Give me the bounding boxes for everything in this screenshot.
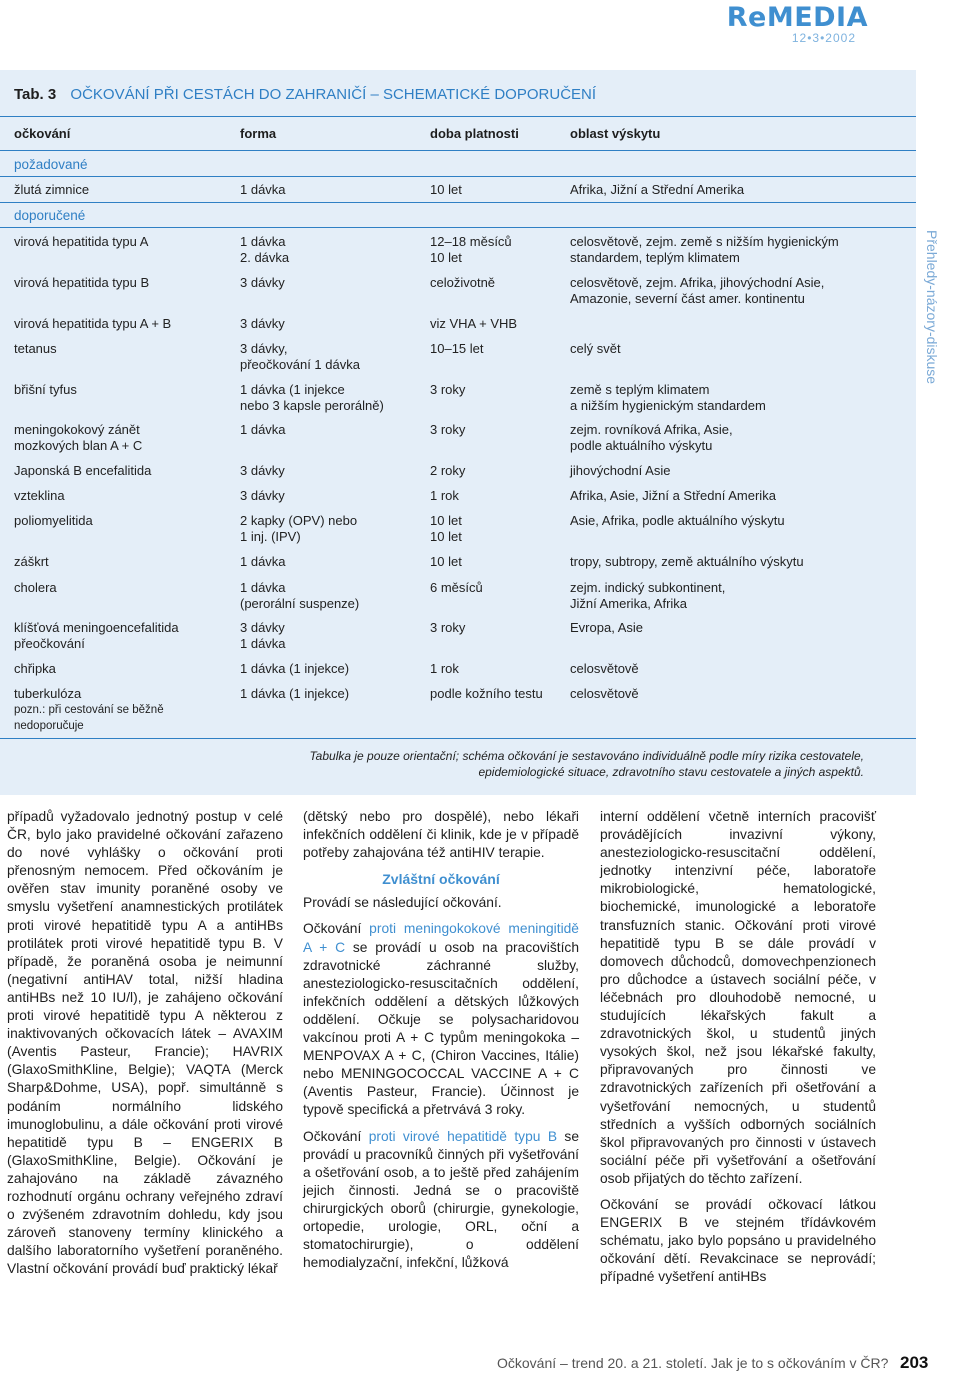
table-cell: vzteklina xyxy=(14,488,65,503)
table-cell: 6 měsíců xyxy=(430,580,483,595)
table-cell: 1 dávka xyxy=(240,182,286,197)
table-cell: Evropa, Asie xyxy=(570,620,643,635)
table-cell: Japonská B encefalitida xyxy=(14,463,152,478)
table-cell: 1 dávka 2. dávka xyxy=(240,234,290,265)
table-cell: tetanus xyxy=(14,341,57,356)
table-title xyxy=(14,86,596,103)
table-cell: 3 roky xyxy=(430,422,466,437)
table-cell: 1 dávka (1 injekce) xyxy=(240,661,350,676)
table-cell: jihovýchodní Asie xyxy=(570,463,671,478)
article-column-3: interní oddělení včetně interních pracovišť provádějících invazivní výkony, anesteziologicko-resuscitační oddělení, jednotky intenzivní péče, laboratoře mikrobiologické, hematologické, biochemické, imunologické a leboratoře transfuzních stanic. Očkování proti virové hepatitidě typu B se dále provádí v domovech důchodců, domovechpenzionech pro důchodce a ústavech sociální péče, v léčebnách pro dlouhodobě nemocné, u studujících lékařských fakult a zdravotnických škol, u studentů jiných vysokých škol, než jsou lékařské fakulty, připravovaných pro činnosti ve zdravotnických zařízeních při ošetřování a vyšetřování nemocných, u studentů středních a vyšších odborných sociálních škol připravovaných pro činnosti v ústavech sociální péče při vyšetřování a ošetřování osob přijatých do těchto zařízení. Očkování se provádí očkovací látkou ENGERIX B ve stejném třídávkovém schématu, jako bylo popsáno u pravidelného očkování dětí. Revakcinace se neprovádí; případné vyšetření antiHBs xyxy=(600,809,877,1285)
column-header-validity: doba platnosti xyxy=(430,126,519,141)
section-rule xyxy=(0,202,916,203)
table-cell: 1 dávka (perorální suspenze) xyxy=(240,580,360,611)
table-cell: zejm. rovníková Afrika, Asie, podle aktuálního výskytu xyxy=(570,422,733,453)
table-cell: 3 dávky 1 dávka xyxy=(240,620,286,651)
column-header-area: oblast výskytu xyxy=(570,126,661,141)
table-cell: 3 dávky xyxy=(240,316,285,331)
table-cell: celosvětově, zejm. země s nižším hygienickým standardem, teplým klimatem xyxy=(570,234,839,265)
section-rule xyxy=(0,227,916,228)
article-column-1: případů vyžadovalo jednotný postup v celé ČR, bylo jako pravidelné očkování zařazeno do nové vyhlášky o očkování proti přenosným nemocem. Před očkováním je ověřen stav imunity poraněné osoby ve smyslu vyšetření anamnestických protilátek proti virové hepatitidě typu A a antiHBs protilátek proti virové hepatitidě typu B. V případě, že poraněná osoba je neimunní (negativní antiHAV total, nižší hladina antiHBs než 10 IU/l), je zahájeno očkování proti virové hepatitidě typu A některou z inaktivovaných očkovacích látek – AVAXIM (Aventis Pasteur, Francie); HAVRIX (GlaxoSmithKline, Belgie); VAQTA (Merck Sharp&Dohme, USA), popř. simultánně s podáním normálního lidského imunoglobulinu, a dále očkování proti virové hepatitidě typu B – ENGERIX B (GlaxoSmithKline, Belgie). Očkování je zahajováno na základě závazného rozhodnutí orgánu ochrany veřejného zdraví o zvýšeném zdravotním dohledu, kdy jsou zároveň stanoveny termíny klinického a dalšího laboratorního vyšetření poraněného. Vlastní očkování provádí buď praktický lékař xyxy=(7,809,283,1277)
section-rule xyxy=(0,176,916,177)
table-cell: 10 let xyxy=(430,554,462,569)
table-cell: zejm. indický subkontinent, Jižní Amerika, Afrika xyxy=(570,580,726,611)
table-cell: 1 dávka xyxy=(240,422,286,437)
journal-logo: ReMEDIA xyxy=(726,2,868,33)
table-cell: břišní tyfus xyxy=(14,382,77,397)
table-cell: celosvětově, zejm. Afrika, jihovýchodní Asie, Amazonie, severní část amer. kontinentu xyxy=(570,275,825,306)
table-cell: 3 dávky xyxy=(240,463,285,478)
table-cell: podle kožního testu xyxy=(430,686,543,701)
table-cell: 1 dávka xyxy=(240,554,286,569)
table-cell: 3 dávky xyxy=(240,488,285,503)
header-rule xyxy=(0,150,916,151)
section-side-label: Přehledy-názory-diskuse xyxy=(924,230,940,385)
table-cell: cholera xyxy=(14,580,57,595)
table-cell: Asie, Afrika, podle aktuálního výskytu xyxy=(570,513,785,528)
section-recommended: doporučené xyxy=(14,208,86,223)
table-cell: klíšťová meningoencefalitida přeočkování xyxy=(14,620,179,651)
table-cell: viz VHA + VHB xyxy=(430,316,518,331)
table-cell: 2 kapky (OPV) nebo 1 inj. (IPV) xyxy=(240,513,358,544)
table-cell: poliomyelitida xyxy=(14,513,93,528)
table-cell: celoživotně xyxy=(430,275,496,290)
table-cell: 1 dávka (1 injekce nebo 3 kapsle perorálně) xyxy=(240,382,384,413)
table-cell: 2 roky xyxy=(430,463,466,478)
running-title: Očkování – trend 20. a 21. století. Jak je to s očkováním v ČR? xyxy=(497,1355,889,1371)
table-cell: 1 rok xyxy=(430,661,459,676)
table-cell: tuberkulóza pozn.: při cestování se běžně nedoporučuje xyxy=(14,686,164,732)
page-number: 203 xyxy=(900,1353,929,1372)
table-cell: záškrt xyxy=(14,554,49,569)
table-cell: 10–15 let xyxy=(430,341,484,356)
table-cell: 10 let xyxy=(430,182,462,197)
section-heading: Zvláštní očkování xyxy=(382,871,500,888)
table-footnote: Tabulka je pouze orientační; schéma očkování je sestavováno individuálně podle míry rizika cestovatele, epidemiologické situace, zdravotního stavu cestovatele a jiných aspektů. xyxy=(309,749,864,779)
column-header-vaccine: očkování xyxy=(14,126,71,141)
table-cell: meningokokový zánět mozkových blan A + C xyxy=(14,422,143,453)
table-cell: 1 rok xyxy=(430,488,459,503)
table-cell: 3 roky xyxy=(430,620,466,635)
table-cell: tropy, subtropy, země aktuálního výskytu xyxy=(570,554,804,569)
table-cell: celý svět xyxy=(570,341,621,356)
table-top-rule xyxy=(0,116,916,117)
table-cell: 3 roky xyxy=(430,382,466,397)
table-cell: 12–18 měsíců 10 let xyxy=(430,234,512,265)
table-cell: 10 let 10 let xyxy=(430,513,462,544)
article-column-2: (dětský nebo pro dospělé), nebo lékaři infekčních oddělení či klinik, kde je v případě potřeby zahajována též antiHIV terapie. Zvláštní očkování Provádí se následující očkování. Očkování proti meningokokové meningitidě A + C se provádí u osob na pracovištích zdravotnické záchranné služby, anesteziologicko-resuscitačních oddělení, infekčních oddělení a dětských lůžkových oddělení. Očkuje se polysacharidovou vakcínou proti A + C typům meningokoka – MENPOVAX A + C, (Chiron Vaccines, Itálie) nebo MENINGOCOCCAL VACCINE A + C (Aventis Pasteur, Francie). Účinnost je typově specifická a přetrvává 3 roky. Očkování proti virové hepatitidě typu B se provádí u pracovníků činných při vyšetřování a ošetřování osob, a to ještě před zahájením jejich činnosti. Jedná se o pracoviště chirurgických oborů (chirurgie, gynekologie, ortopedie, urologie, ORL, oční a stomatochirurgie), o oddělení hemodialyzační, infekční, lůžková xyxy=(303,809,579,1271)
table-cell: Afrika, Asie, Jižní a Střední Amerika xyxy=(570,488,776,503)
table-cell: chřipka xyxy=(14,661,56,676)
table-cell: 1 dávka (1 injekce) xyxy=(240,686,350,701)
table-cell: celosvětově xyxy=(570,661,639,676)
table-heading: OČKOVÁNÍ PŘI CESTÁCH DO ZAHRANIČÍ – SCHEMATICKÉ DOPORUČENÍ xyxy=(70,86,597,103)
table-cell: celosvětově xyxy=(570,686,639,701)
issue-number: 12•3•2002 xyxy=(791,31,856,45)
section-required: požadované xyxy=(14,157,88,172)
table-cell: Afrika, Jižní a Střední Amerika xyxy=(570,182,745,197)
table-cell: 3 dávky, přeočkování 1 dávka xyxy=(240,341,360,372)
table-cell: žlutá zimnice xyxy=(14,182,90,197)
table-bottom-rule xyxy=(0,738,916,739)
table-cell: 3 dávky xyxy=(240,275,285,290)
table-cell: virová hepatitida typu A + B xyxy=(14,316,172,331)
table-cell: země s teplým klimatem a nižším hygienickým standardem xyxy=(570,382,766,413)
column-header-form: forma xyxy=(240,126,277,141)
table-cell: virová hepatitida typu B xyxy=(14,275,150,290)
table-cell: virová hepatitida typu A xyxy=(14,234,149,249)
table-label: Tab. 3 xyxy=(14,86,57,103)
